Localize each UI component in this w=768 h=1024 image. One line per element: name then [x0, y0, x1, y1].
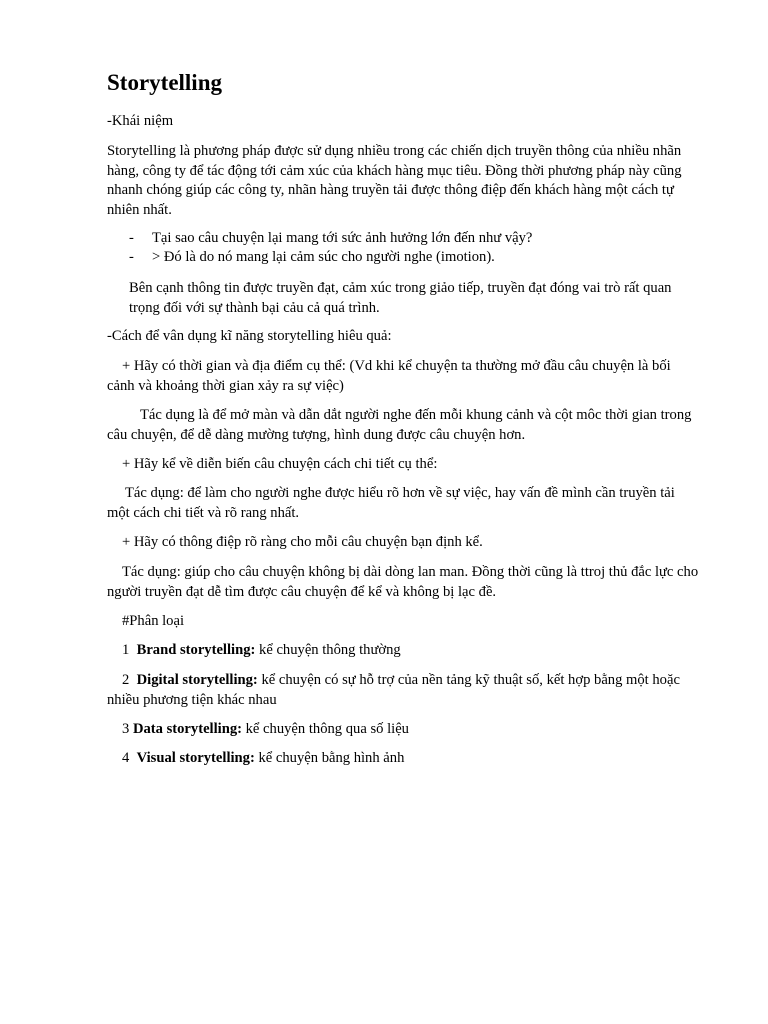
bullet-text: > Đó là do nó mang lại cảm súc cho người nghe (imotion).	[152, 249, 495, 265]
tip-message: + Hãy có thông điệp rõ ràng cho mỗi câu chuyện bạn định kể.	[122, 534, 483, 550]
tip-message-effect: Tác dụng: giúp cho câu chuyện không bị dài dòng lan man. Đồng thời cũng là ttroj thủ đắc lực cho người truyền đạt dễ tìm được câu chuyện để kể và không bị lạc đề.	[107, 564, 699, 600]
paragraph-definition: Storytelling là phương pháp được sử dụng nhiều trong các chiến dịch truyền thông của nhiều nhãn hàng, công ty để tác động tới cảm xúc của khách hàng mục tiêu. Đồng thời phương pháp này cũng nhanh chóng giúp các công ty, nhãn hàng truyền tải được thông điệp đến khách hàng một cách tự nhiên nhất.	[107, 143, 682, 218]
type-description: kể chuyện có sự hỗ trợ của nền tảng kỹ thuật số, kết hợp bằng một hoặc nhiều phương tiện khác nhau	[107, 672, 680, 708]
section-heading-concept: -Khái niệm	[107, 113, 174, 129]
section-heading-how-to: -Cách để vân dụng kĩ năng storytelling hiêu quả:	[107, 328, 392, 344]
type-number: 1	[122, 642, 130, 658]
type-description: kể chuyện bằng hình ảnh	[254, 750, 405, 766]
bullet-dash: -	[129, 249, 134, 265]
paragraph-emotion: Bên cạnh thông tin được truyền đạt, cảm xúc trong giảo tiếp, truyền đạt đóng vai trò rất quan trọng đối với sự thành bại cảu cả quá trình.	[129, 280, 672, 316]
bullet-dash: -	[129, 230, 134, 246]
type-number: 2	[122, 672, 130, 688]
type-item	[107, 641, 699, 661]
type-number: 3	[122, 721, 130, 737]
type-item	[107, 671, 699, 710]
tip-time-place-effect: Tác dụng là để mở màn và dẫn dắt người nghe đến mỗi khung cảnh và cột môc thời gian trong câu chuyện, để dễ dàng mường tượng, hình dung được câu chuyện hơn.	[107, 407, 692, 443]
type-number: 4	[122, 750, 130, 766]
type-description: kể chuyện thông qua số liệu	[241, 721, 409, 737]
type-name: Brand storytelling:	[136, 642, 256, 658]
tip-detail-effect: Tác dụng: để làm cho người nghe được hiểu rõ hơn về sự việc, hay vấn đề mình cần truyền tải một cách chi tiết và rõ rang nhất.	[107, 485, 675, 521]
tip-detail: + Hãy kể về diễn biến câu chuyện cách chi tiết cụ thể:	[122, 456, 438, 472]
bullet-text: Tại sao câu chuyện lại mang tới sức ảnh hưởng lớn đến như vậy?	[152, 230, 533, 246]
classification-heading: #Phân loại	[122, 613, 185, 629]
tip-time-place: + Hãy có thời gian và địa điểm cụ thể: (Vd khi kể chuyện ta thường mở đầu câu chuyện là bối cảnh và khoảng thời gian xảy ra sự việc)	[107, 358, 671, 394]
type-item	[107, 749, 699, 769]
type-description: kể chuyện thông thường	[255, 642, 401, 658]
page-title: Storytelling	[107, 70, 222, 95]
type-name: Visual storytelling:	[136, 750, 255, 766]
type-item	[107, 720, 699, 740]
type-name: Data storytelling:	[132, 721, 242, 737]
type-name: Digital storytelling:	[136, 672, 258, 688]
